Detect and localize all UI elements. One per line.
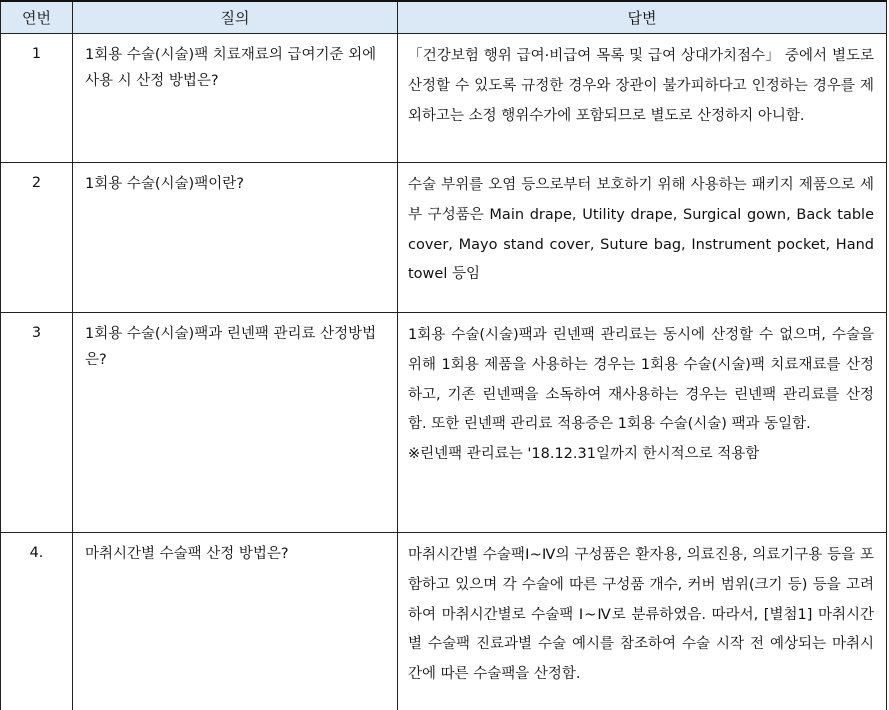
row-question: 마취시간별 수술팩 산정 방법은? bbox=[73, 533, 398, 710]
row-number: 4. bbox=[1, 533, 73, 710]
table-row bbox=[1, 533, 887, 710]
answer-paragraph: 마취시간별 수술팩Ⅰ~Ⅳ의 구성품은 환자용, 의료진용, 의료기구용 등을 포함하고 있으며 각 수술에 따른 구성품 개수, 커버 범위(크기 등) 등을 고려하여 마취시간별로 수술팩 Ⅰ~Ⅳ로 분류하였음. 따라서, [별첨1] 마취시간별 수술팩 진료과별 수술 예시를 참조하여 수술 시작 전 예상되는 마취시간에 따른 수술팩을 산정함. bbox=[408, 547, 874, 683]
row-answer bbox=[398, 163, 887, 313]
table-row bbox=[1, 34, 887, 163]
row-answer bbox=[398, 313, 887, 533]
header-row bbox=[1, 1, 887, 34]
answer-note: ※린넨팩 관리료는 '18.12.31일까지 한시적으로 적용함 bbox=[408, 446, 760, 463]
row-number: 1 bbox=[1, 34, 73, 163]
answer-paragraph: 수술 부위를 오염 등으로부터 보호하기 위해 사용하는 패키지 제품으로 세부 구성품은 Main drape, Utility drape, Surgical gown, Back table cover, Mayo stand cover, Suture bag, Instrument pocket, Hand towel 등임 bbox=[408, 177, 874, 283]
row-question: 1회용 수술(시술)팩이란? bbox=[73, 163, 398, 313]
answer-paragraph: 「건강보험 행위 급여·비급여 목록 및 급여 상대가치점수」 중에서 별도로 산정할 수 있도록 규정한 경우와 장관이 불가피하다고 인정하는 경우를 제외하고는 소정 행위수가에 포함되므로 별도로 산정하지 아니함. bbox=[408, 48, 874, 124]
row-question: 1회용 수술(시술)팩 치료재료의 급여기준 외에 사용 시 산정 방법은? bbox=[73, 34, 398, 163]
table-row bbox=[1, 313, 887, 533]
answer-paragraph: 1회용 수술(시술)팩과 린넨팩 관리료는 동시에 산정할 수 없으며, 수술을 위해 1회용 제품을 사용하는 경우는 1회용 수술(시술)팩 치료재료를 산정하고, 기존 린넨팩을 소독하여 재사용하는 경우는 린넨팩 관리료를 산정함. 또한 린넨팩 관리료 적용증은 1회용 수술(시술) 팩과 동일함. bbox=[408, 327, 874, 433]
row-answer bbox=[398, 533, 887, 710]
header-number: 연번 bbox=[1, 1, 73, 34]
header-answer: 답변 bbox=[398, 1, 887, 34]
header-question: 질의 bbox=[73, 1, 398, 34]
row-question: 1회용 수술(시술)팩과 린넨팩 관리료 산정방법은? bbox=[73, 313, 398, 533]
row-number: 2 bbox=[1, 163, 73, 313]
row-number: 3 bbox=[1, 313, 73, 533]
table-row bbox=[1, 163, 887, 313]
row-answer bbox=[398, 34, 887, 163]
